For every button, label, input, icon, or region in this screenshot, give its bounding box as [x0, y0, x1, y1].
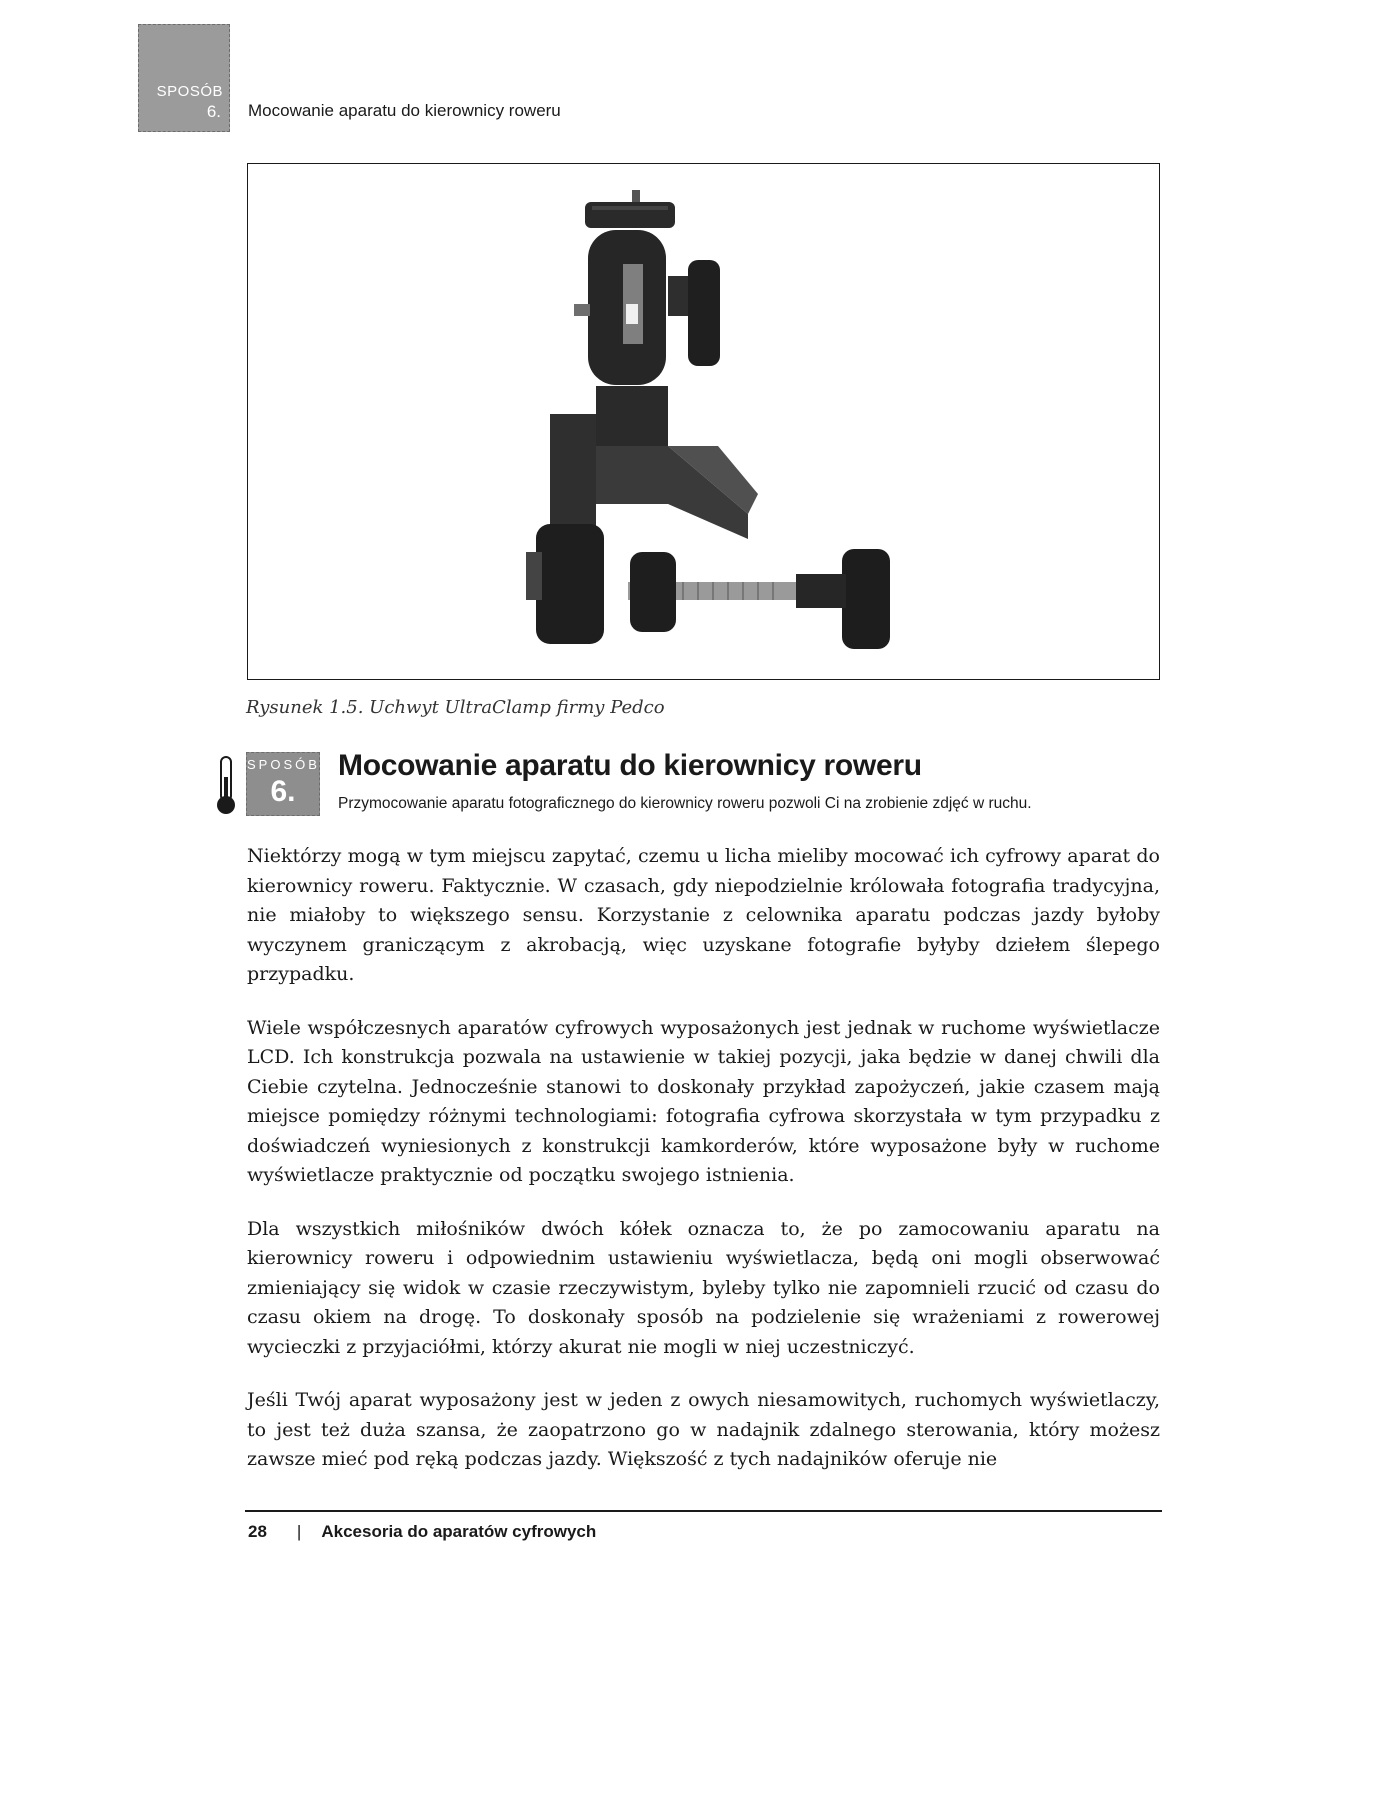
- paragraph: Dla wszystkich miłośników dwóch kółek oznacza to, że po zamocowaniu aparatu na kierownicy roweru i odpowiednim ustawieniu wyświetlacza, będą oni mogli obserwować zmieniający się widok w czasie rzeczywistym, byleby tylko nie zapomnieli rzucić od czasu do czasu okiem na drogę. To doskonały sposób na podzielenie się wrażeniami z rowerowej wycieczki z przyjaciółmi, którzy akurat nie mogli w niej uczestniczyć.: [247, 1217, 1160, 1358]
- chapter-tab: [138, 24, 230, 132]
- hack-badge: [246, 752, 320, 816]
- paragraph: Jeśli Twój aparat wyposażony jest w jeden z owych niesamowitych, ruchomych wyświetlaczy, to jest też duża szansa, że zaopatrzono go w nadajnik zdalnego sterowania, który możesz zawsze mieć pod ręką podczas jazdy. Większość z tych nadajników oferuje nie: [247, 1389, 1160, 1470]
- book-title: Akcesoria do aparatów cyfrowych: [321, 1522, 597, 1541]
- hack-badge-number: 6.: [270, 775, 296, 808]
- paragraph: Wiele współczesnych aparatów cyfrowych wyposażonych jest jednak w ruchome wyświetlacze LCD. Ich konstrukcja pozwala na ustawienie w takiej pozycji, jaka będzie w danej chwili dla Ciebie czytelna. Jednocześnie stanowi to doskonały przykład zapożyczeń, jakie czasem mają miejsce pomiędzy różnymi technologiami: fotografia cyfrowa skorzystała w tym przypadku z doświadczeń wyniesionych z konstrukcji kamkorderów, które wyposażone były w ruchome wyświetlacze praktycznie od początku swojego istnienia.: [247, 1016, 1160, 1186]
- figure-caption: Rysunek 1.5. Uchwyt UltraClamp firmy Pedco: [246, 697, 665, 718]
- thermometer-icon: [214, 755, 238, 817]
- footer-separator: |: [296, 1522, 302, 1541]
- running-title: Mocowanie aparatu do kierownicy roweru: [248, 101, 561, 120]
- page-footer: [248, 1522, 596, 1542]
- footer-rule: [245, 1510, 1162, 1512]
- chapter-tab-word: SPOSÓB: [156, 83, 223, 100]
- paragraph: Niektórzy mogą w tym miejscu zapytać, czemu u licha mieliby mocować ich cyfrowy aparat do kierownicy roweru. Faktycznie. W czasach, gdy niepodzielnie królowała fotografia tradycyjna, nie miałoby to większego sensu. Korzystanie z celownika aparatu podczas jazdy byłoby wyczynem graniczącym z akrobacją, więc uzyskane fotografie byłyby dziełem ślepego przypadku.: [247, 845, 1160, 985]
- page-number: 28: [248, 1522, 267, 1541]
- camera-clamp-photo: [248, 164, 1161, 681]
- chapter-tab-number: 6.: [206, 102, 221, 121]
- hack-title: Mocowanie aparatu do kierownicy roweru: [338, 749, 922, 782]
- hack-subtitle: Przymocowanie aparatu fotograficznego do kierownicy roweru pozwoli Ci na zrobienie zdjęć w ruchu.: [338, 795, 1032, 812]
- body-text: [247, 842, 1160, 1499]
- figure-frame: [247, 163, 1160, 680]
- hack-badge-word: SPOSÓB: [247, 757, 320, 772]
